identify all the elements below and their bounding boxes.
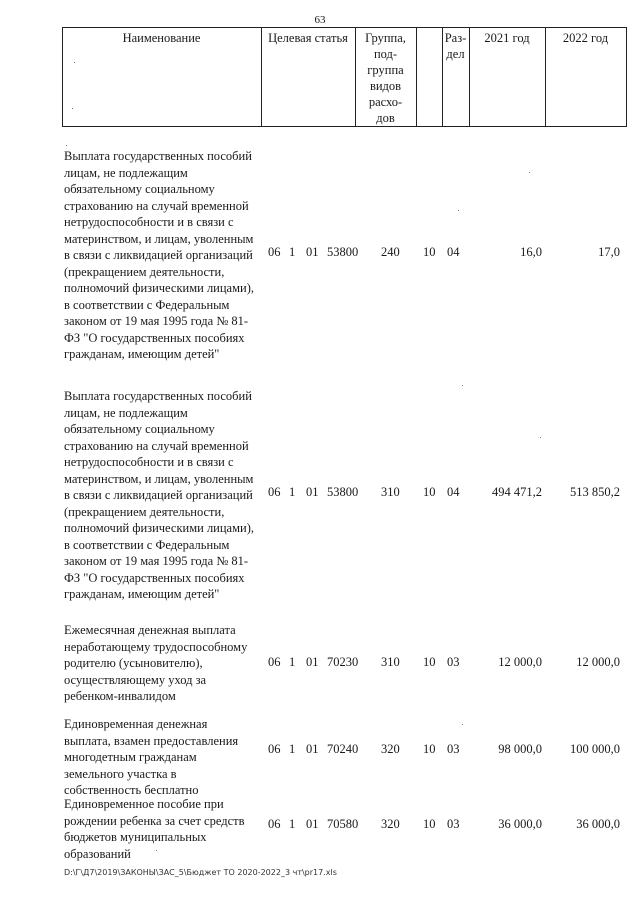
subsection: 03 bbox=[447, 742, 460, 756]
amount-2022: 513 850,2 bbox=[570, 485, 620, 499]
code-activity: 01 bbox=[306, 245, 319, 259]
expense-group: 320 bbox=[381, 817, 400, 831]
amount-2021: 494 471,2 bbox=[492, 485, 542, 499]
code-program: 06 bbox=[268, 655, 281, 669]
section: 10 bbox=[423, 742, 436, 756]
code-activity: 01 bbox=[306, 817, 319, 831]
amount-2022: 12 000,0 bbox=[576, 655, 620, 669]
scan-speck bbox=[462, 724, 463, 725]
expense-group: 240 bbox=[381, 245, 400, 259]
header-section: Раз- дел bbox=[444, 31, 467, 61]
expense-group: 310 bbox=[381, 485, 400, 499]
header-name: Наименование bbox=[122, 31, 201, 45]
row-name: Единовременное пособие при рождении ребенка за счет средств бюджетов муниципальных образований bbox=[64, 797, 245, 861]
scan-speck bbox=[72, 108, 73, 109]
subsection: 04 bbox=[447, 485, 460, 499]
row-name: Выплата государственных пособий лицам, не подлежащим обязательному социальному страхованию на случай временной нетрудоспособности и в связи с материнством, и лицам, уволенным в связи с ликвидацией организаций (прекращением деятельности, полномочий физическими лицами), в соответствии с Федеральным законом от 19 мая 1995 года № 81- ФЗ "О государственных пособиях гражданам, имеющим детей" bbox=[64, 389, 254, 601]
code-direction: 53800 bbox=[327, 245, 359, 259]
code-program: 06 bbox=[268, 245, 281, 259]
expense-group: 310 bbox=[381, 655, 400, 669]
section: 10 bbox=[423, 485, 436, 499]
code-subprogram: 1 bbox=[289, 817, 296, 831]
amount-2021: 36 000,0 bbox=[498, 817, 542, 831]
code-activity: 01 bbox=[306, 742, 319, 756]
scan-speck bbox=[156, 850, 157, 851]
header-year-2022: 2022 год bbox=[562, 31, 609, 45]
code-direction: 70230 bbox=[327, 655, 359, 669]
code-activity: 01 bbox=[306, 655, 319, 669]
code-direction: 53800 bbox=[327, 485, 359, 499]
amount-2021: 98 000,0 bbox=[498, 742, 542, 756]
subsection: 03 bbox=[447, 655, 460, 669]
code-subprogram: 1 bbox=[289, 655, 296, 669]
row-name: Единовременная денежная выплата, взамен предоставления многодетным гражданам земельного участка в собственность бесплатно bbox=[64, 717, 239, 797]
code-program: 06 bbox=[268, 817, 281, 831]
code-direction: 70240 bbox=[327, 742, 359, 756]
code-program: 06 bbox=[268, 742, 281, 756]
amount-2021: 16,0 bbox=[520, 245, 542, 259]
amount-2022: 17,0 bbox=[598, 245, 620, 259]
amount-2022: 36 000,0 bbox=[576, 817, 620, 831]
code-program: 06 bbox=[268, 485, 281, 499]
scan-speck bbox=[458, 210, 459, 211]
section: 10 bbox=[423, 245, 436, 259]
header-year-2021: 2021 год bbox=[484, 31, 530, 45]
code-subprogram: 1 bbox=[289, 485, 296, 499]
scan-speck bbox=[74, 62, 75, 63]
code-direction: 70580 bbox=[327, 817, 359, 831]
scan-speck bbox=[66, 145, 67, 146]
code-subprogram: 1 bbox=[289, 245, 296, 259]
amount-2021: 12 000,0 bbox=[498, 655, 542, 669]
code-activity: 01 bbox=[306, 485, 319, 499]
header-target-article: Целевая статья bbox=[268, 31, 348, 45]
scan-speck bbox=[540, 437, 541, 438]
section: 10 bbox=[423, 655, 436, 669]
header-expense-group: Группа, под- группа видов расхо- дов bbox=[365, 31, 406, 125]
expense-group: 320 bbox=[381, 742, 400, 756]
scan-speck bbox=[462, 385, 463, 386]
amount-2022: 100 000,0 bbox=[570, 742, 620, 756]
row-name: Ежемесячная денежная выплата неработающему трудоспособному родителю (усыновителю), осуществляющему уход за ребенком-инвалидом bbox=[64, 623, 248, 703]
subsection: 04 bbox=[447, 245, 460, 259]
row-name: Выплата государственных пособий лицам, не подлежащим обязательному социальному страхованию на случай временной нетрудоспособности и в связи с материнством, и лицам, уволенным в связи с ликвидацией организаций (прекращением деятельности, полномочий физическими лицами), в соответствии с Федеральным законом от 19 мая 1995 года № 81- ФЗ "О государственных пособиях гражданам, имеющим детей" bbox=[64, 149, 254, 361]
section: 10 bbox=[423, 817, 436, 831]
file-path-footer: D:\Г\Д7\2019\ЗАКОНЫ\ЗАС_5\Бюджет ТО 2020-2022_3 чт\pr17.xls bbox=[64, 868, 337, 877]
subsection: 03 bbox=[447, 817, 460, 831]
page-number: 63 bbox=[314, 14, 326, 26]
code-subprogram: 1 bbox=[289, 742, 296, 756]
scan-speck bbox=[529, 172, 530, 173]
